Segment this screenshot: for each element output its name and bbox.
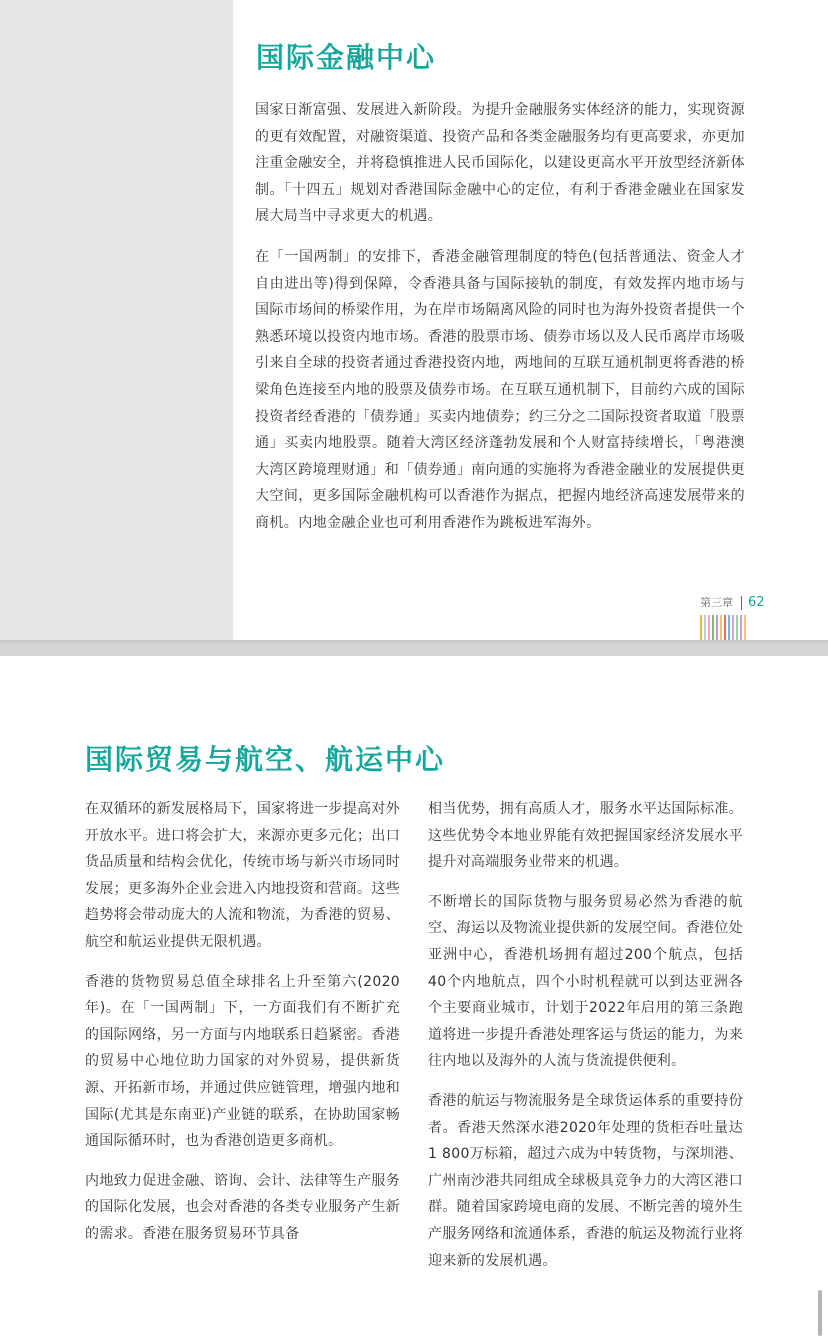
section-title-financial-center: 国际金融中心: [256, 41, 437, 74]
color-bar: [740, 615, 742, 640]
body-paragraph: 香港的航运与物流服务是全球货运体系的重要持份者。香港天然深水港2020年处理的货柜吞吐量达1 800万标箱，超过六成为中转货物，与深圳港、广州南沙港共同组成全球极具竞争力的大湾区港口群。随着国家跨境电商的发展、不断完善的境外生产服务网络和流通体系，香港的航运及物流行业将迎来新的发展机遇。: [428, 1092, 743, 1269]
footer-divider: [741, 596, 742, 610]
body-paragraph: 香港的货物贸易总值全球排名上升至第六(2020年)。在「一国两制」下，一方面我们有不断扩充的国际网络，另一方面与内地联系日趋紧密。香港的贸易中心地位助力国家的对外贸易，提供新货源、开拓新市场，并通过供应链管理，增强内地和国际(尤其是东南亚)产业链的联系，在协助国家畅通国际循环时，也为香港创造更多商机。: [85, 973, 400, 1150]
body-paragraph: 国家日渐富强、发展进入新阶段。为提升金融服务实体经济的能力，实现资源的更有效配置，对融资渠道、投资产品和各类金融服务均有更高要求，亦更加注重金融安全，并将稳慎推进人民币国际化，以建设更高水平开放型经济新体制。「十四五」规划对香港国际金融中心的定位，有利于香港金融业在国家发展大局当中寻求更大的机遇。: [255, 102, 745, 225]
page-number: 62: [748, 595, 765, 610]
chapter-label: 第三章: [700, 596, 733, 609]
color-bar: [712, 615, 714, 640]
right-column: [428, 796, 743, 1287]
color-bar: [728, 615, 730, 640]
document-page-62: [0, 0, 828, 641]
color-bar: [716, 615, 718, 640]
color-bar: [708, 615, 710, 640]
color-bar: [704, 615, 706, 640]
section-title-trade-aviation-shipping: 国际贸易与航空、航运中心: [85, 743, 446, 776]
color-bar: [732, 615, 734, 640]
document-page-63: [0, 656, 828, 1336]
page-footer: [700, 594, 765, 612]
left-column: [85, 796, 400, 1261]
color-bar: [736, 615, 738, 640]
decorative-color-bars: [700, 615, 748, 640]
color-bar: [700, 615, 702, 640]
color-bar: [724, 615, 726, 640]
body-paragraph: 在双循环的新发展格局下，国家将进一步提高对外开放水平。进口将会扩大，来源亦更多元化；出口货品质量和结构会优化，传统市场与新兴市场同时发展；更多海外企业会进入内地投资和营商。这些趋势将会带动庞大的人流和物流，为香港的贸易、航空和航运业提供无限机遇。: [85, 801, 400, 950]
color-bar: [744, 615, 746, 640]
color-bar: [720, 615, 722, 640]
body-paragraph: 内地致力促进金融、谘询、会计、法律等生产服务的国际化发展，也会对香港的各类专业服务产生新的需求。香港在服务贸易环节具备: [85, 1172, 400, 1242]
body-paragraph: 相当优势，拥有高质人才，服务水平达国际标准。这些优势令本地业界能有效把握国家经济发展水平提升对高端服务业带来的机遇。: [428, 801, 743, 871]
body-paragraph: 在「一国两制」的安排下，香港金融管理制度的特色(包括普通法、资金人才自由进出等)得到保障，令香港具备与国际接轨的制度，有效发挥内地市场与国际市场间的桥梁作用，为在岸市场隔离风险的同时也为海外投资者提供一个熟悉环境以投资内地市场。香港的股票市场、债券市场以及人民币离岸市场吸引来自全球的投资者通过香港投资内地，两地间的互联互通机制更将香港的桥梁角色连接至内地的股票及债券市场。在互联互通机制下，目前约六成的国际投资者经香港的「债券通」买卖内地债券；约三分之二国际投资者取道「股票通」买卖内地股票。随着大湾区经济蓬勃发展和个人财富持续增长，「粤港澳大湾区跨境理财通」和「债券通」南向通的实施将为香港金融业的发展提供更大空间，更多国际金融机构可以香港作为据点，把握内地经济高速发展带来的商机。内地金融企业也可利用香港作为跳板进军海外。: [255, 249, 745, 531]
page-margin-panel: [0, 0, 233, 640]
body-paragraph: 不断增长的国际货物与服务贸易必然为香港的航空、海运以及物流业提供新的发展空间。香港位处亚洲中心，香港机场拥有超过200个航点，包括40个内地航点，四个小时机程就可以到达亚洲各个主要商业城市，计划于2022年启用的第三条跑道将进一步提升香港处理客运与货运的能力，为来往内地以及海外的人流与货流提供便利。: [428, 893, 743, 1070]
scrollbar-thumb[interactable]: [818, 1290, 822, 1336]
